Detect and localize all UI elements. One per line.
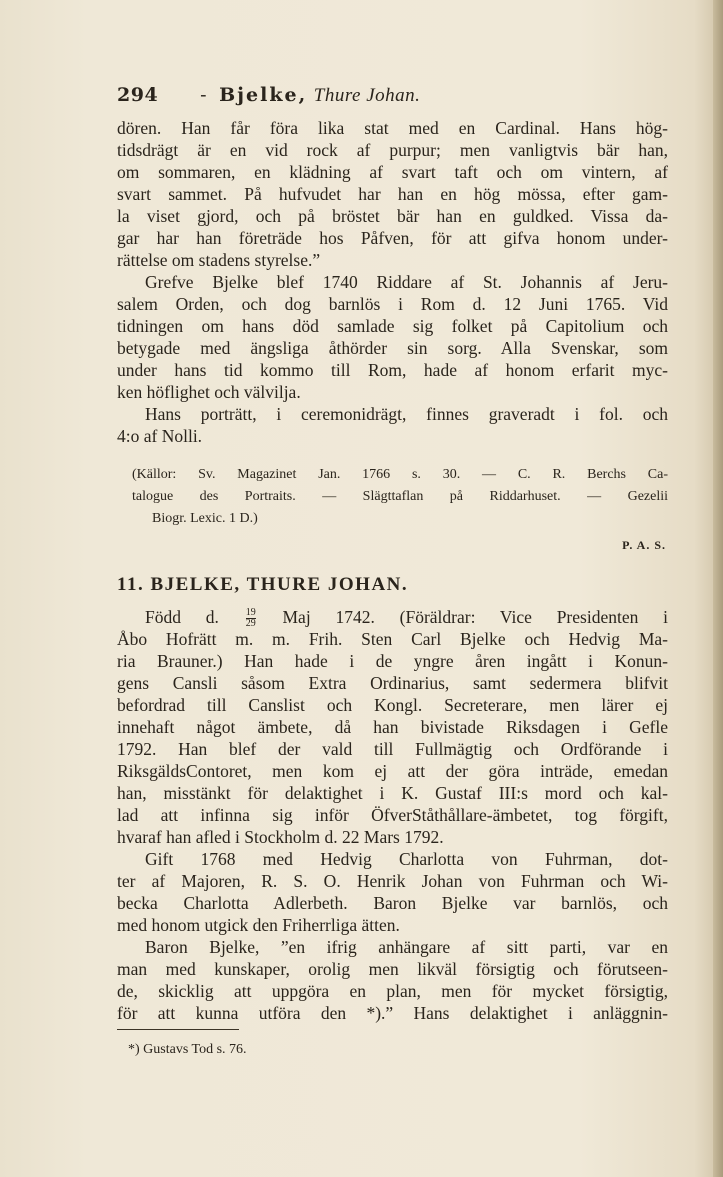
entry-line: hvaraf han afled i Stockholm d. 22 Mars 1792.	[117, 827, 444, 847]
footnote: *) Gustavs Tod s. 76.	[128, 1042, 247, 1057]
entry-line: RiksgäldsContoret, men kom ej att der göra inträde, emedan	[117, 761, 668, 781]
body-line: gar har han företräde hos Påfven, för att gifva honom under-	[117, 228, 668, 248]
entry-line: man med kunskaper, orolig men likväl försigtig och förutseen-	[117, 959, 668, 979]
footnote-rule	[117, 1029, 239, 1030]
source-line: talogue des Portraits. — Slägttaflan på Riddarhuset. — Gezelii	[132, 489, 668, 504]
body-line: la viset gjord, och på bröstet bär han en guldked. Vissa da-	[117, 206, 668, 226]
body-line: rättelse om stadens styrelse.”	[117, 250, 321, 270]
body-line: tidsdrägt är en vid rock af purpur; men vanligtvis bär han,	[117, 140, 668, 160]
entry-line: gens Cansli såsom Extra Ordinarius, samt sedermera blifvit	[117, 673, 668, 693]
entry-line: ria Brauner.) Han hade i de yngre åren ingått i Konun-	[117, 651, 668, 671]
header-dash: -	[200, 84, 208, 106]
entry-line: befordrad till Canslist och Kongl. Secreterare, men lärer ej	[117, 695, 668, 715]
author-signature: P. A. S.	[622, 538, 666, 552]
birth-day-denominator: 29	[245, 618, 256, 630]
entry-line: becka Charlotta Adlerbeth. Baron Bjelke var barnlös, och	[117, 893, 668, 913]
entry-line: Åbo Hofrätt m. m. Frih. Sten Carl Bjelke och Hedvig Ma-	[117, 629, 668, 649]
body-line: dören. Han får föra lika stat med en Cardinal. Hans hög-	[117, 118, 668, 138]
page-number: 294	[117, 84, 159, 106]
birth-rest: Maj 1742. (Föräldrar: Vice Presidenten i	[257, 607, 669, 627]
page-edge	[713, 0, 723, 1177]
entry-line: 1792. Han blef der vald till Fullmägtig och Ordförande i	[117, 739, 668, 759]
body-line: svart sammet. På hufvudet har han en hög mössa, efter gam-	[117, 184, 668, 204]
entry-line: han, misstänkt för delaktighet i K. Gustaf III:s mord och kal-	[117, 783, 668, 803]
birth-line	[145, 607, 668, 629]
running-head	[117, 84, 667, 107]
source-line: (Källor: Sv. Magazinet Jan. 1766 s. 30. — C. R. Berchs Ca-	[132, 467, 668, 482]
body-line: betygade med ängsliga åthörder sin sorg. Alla Svenskar, som	[117, 338, 668, 358]
entry-line: Baron Bjelke, ”en ifrig anhängare af sitt parti, var en	[145, 937, 668, 957]
entry-line: med honom utgick den Friherrliga ätten.	[117, 915, 400, 935]
header-given-names: Thure Johan.	[313, 85, 421, 106]
entry-line: Gift 1768 med Hedvig Charlotta von Fuhrman, dot-	[145, 849, 668, 869]
source-line: Biogr. Lexic. 1 D.)	[152, 511, 258, 526]
entry-heading: 11. BJELKE, THURE JOHAN.	[117, 574, 409, 595]
entry-line: för att kunna utföra den *).” Hans delaktighet i anläggnin-	[117, 1003, 668, 1023]
body-line: tidningen om hans död samlade sig folket på Capitolium och	[117, 316, 668, 336]
body-line: under hans tid kommo till Rom, hade af honom erfarit myc-	[117, 360, 668, 380]
body-line: 4:o af Nolli.	[117, 426, 203, 446]
entry-line: innehaft något ämbete, då han bivistade Riksdagen i Gefle	[117, 717, 668, 737]
birth-day-numerator: 19	[245, 607, 256, 619]
body-line: salem Orden, och dog barnlös i Rom d. 12 Juni 1765. Vid	[117, 294, 668, 314]
entry-line: lad att infinna sig inför ÖfverStåthållare-ämbetet, tog förgift,	[117, 805, 668, 825]
birth-day-fraction	[246, 608, 256, 629]
entry-line: de, skicklig att uppgöra en plan, men för mycket försigtig,	[117, 981, 668, 1001]
body-line: ken höflighet och välvilja.	[117, 382, 301, 402]
entry-line: ter af Majoren, R. S. O. Henrik Johan von Fuhrman och Wi-	[117, 871, 668, 891]
body-line: Hans porträtt, i ceremonidrägt, finnes graveradt i fol. och	[145, 404, 668, 424]
header-surname: Bjelke,	[219, 84, 308, 106]
birth-prefix: Född d.	[145, 607, 219, 627]
body-line: Grefve Bjelke blef 1740 Riddare af St. Johannis af Jeru-	[145, 272, 668, 292]
body-line: om sommaren, en klädning af svart taft och om vintern, af	[117, 162, 668, 182]
